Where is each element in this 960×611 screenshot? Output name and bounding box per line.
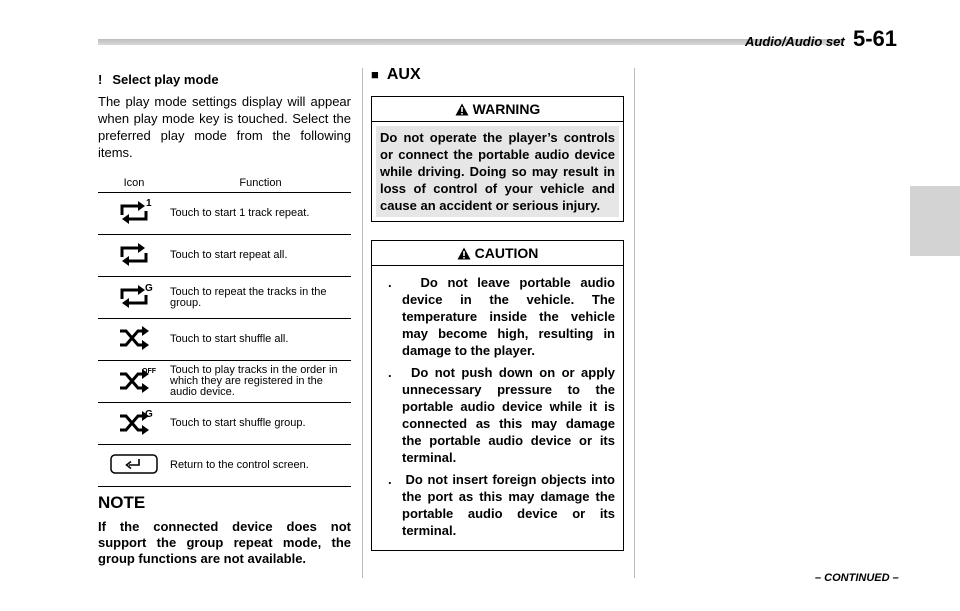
table-row bbox=[98, 403, 351, 445]
section-heading-play-mode bbox=[98, 72, 351, 87]
svg-text:G: G bbox=[145, 409, 153, 420]
column-divider bbox=[362, 68, 363, 578]
shuffle-group-icon bbox=[114, 407, 154, 437]
shuffle-all-icon bbox=[114, 323, 154, 353]
icon-cell bbox=[98, 277, 170, 319]
warning-title-bar bbox=[372, 97, 623, 122]
warning-triangle-icon bbox=[455, 103, 469, 116]
return-icon bbox=[109, 453, 159, 475]
column-divider bbox=[634, 68, 635, 578]
note-text: If the connected device does not support the group repeat mode, the group functions are not available. bbox=[98, 519, 351, 566]
function-text: Touch to start 1 track repeat. bbox=[170, 193, 351, 235]
caution-box bbox=[371, 240, 624, 551]
bullet: . bbox=[388, 275, 392, 290]
warning-box bbox=[371, 96, 624, 222]
col-header-function: Function bbox=[170, 173, 351, 193]
warning-title: WARNING bbox=[472, 101, 541, 117]
caution-item-text: Do not insert foreign objects into the port as this may damage the portable audio device or its terminal. bbox=[402, 472, 615, 538]
table-row bbox=[98, 361, 351, 403]
continued-footer: – CONTINUED – bbox=[815, 572, 899, 584]
icon-cell bbox=[98, 235, 170, 277]
caution-title-bar bbox=[372, 241, 623, 266]
section-heading-aux bbox=[371, 66, 624, 84]
section-title: AUX bbox=[386, 66, 421, 83]
function-text: Touch to start repeat all. bbox=[170, 235, 351, 277]
table-row bbox=[98, 277, 351, 319]
header-rule bbox=[98, 39, 843, 45]
function-text: Touch to repeat the tracks in the group. bbox=[170, 277, 351, 319]
table-row bbox=[98, 445, 351, 487]
section-title: Select play mode bbox=[112, 72, 219, 87]
function-text: Return to the control screen. bbox=[170, 445, 351, 487]
function-text: Touch to start shuffle all. bbox=[170, 319, 351, 361]
play-mode-table bbox=[98, 173, 351, 487]
repeat-group-icon bbox=[114, 281, 154, 311]
bullet: . bbox=[388, 365, 392, 380]
function-text: Touch to start shuffle group. bbox=[170, 403, 351, 445]
caution-item-text: Do not leave portable audio device in the vehicle. The temperature inside the vehicle may become high, resulting in damage to the player. bbox=[402, 275, 616, 358]
repeat-all-icon bbox=[114, 239, 154, 269]
table-header-row bbox=[98, 173, 351, 193]
note-title: NOTE bbox=[98, 493, 146, 512]
chapter-tab bbox=[910, 186, 960, 256]
left-column bbox=[98, 72, 351, 567]
function-text: Touch to play tracks in the order in which they are registered in the audio device. bbox=[170, 361, 351, 403]
repeat-one-icon bbox=[114, 197, 154, 227]
list-item bbox=[382, 274, 615, 359]
warning-text: Do not operate the player’s controls or connect the portable audio device while driving. Doing so may result in loss of control of your vehicle and cause an accident or serious injury. bbox=[376, 126, 619, 217]
svg-text:G: G bbox=[145, 283, 153, 294]
svg-text:1: 1 bbox=[146, 198, 152, 209]
svg-text:OFF: OFF bbox=[142, 368, 156, 375]
warning-triangle-icon bbox=[457, 247, 471, 260]
page-number: 5-61 bbox=[853, 26, 898, 51]
middle-column bbox=[371, 66, 624, 551]
list-item bbox=[382, 471, 615, 539]
intro-paragraph: The play mode settings display will appear when play mode key is touched. Select the preferred play mode from the following items. bbox=[98, 94, 351, 160]
shuffle-off-icon bbox=[114, 365, 154, 395]
running-header: Audio/Audio set bbox=[745, 34, 845, 49]
icon-cell bbox=[98, 403, 170, 445]
caution-list bbox=[372, 266, 623, 550]
bullet: . bbox=[388, 472, 392, 487]
icon-cell bbox=[98, 319, 170, 361]
section-marker: ! bbox=[98, 72, 103, 87]
table-row bbox=[98, 193, 351, 235]
table-row bbox=[98, 319, 351, 361]
table-row bbox=[98, 235, 351, 277]
caution-item-text: Do not push down on or apply unnecessary pressure to the portable audio device while it is connected as this may damage the portable audio device or its terminal. bbox=[402, 365, 615, 465]
icon-cell bbox=[98, 361, 170, 403]
col-header-icon: Icon bbox=[98, 173, 170, 193]
icon-cell bbox=[98, 193, 170, 235]
caution-title: CAUTION bbox=[474, 245, 539, 261]
list-item bbox=[382, 364, 615, 466]
section-marker: ■ bbox=[371, 67, 379, 82]
icon-cell bbox=[98, 445, 170, 487]
